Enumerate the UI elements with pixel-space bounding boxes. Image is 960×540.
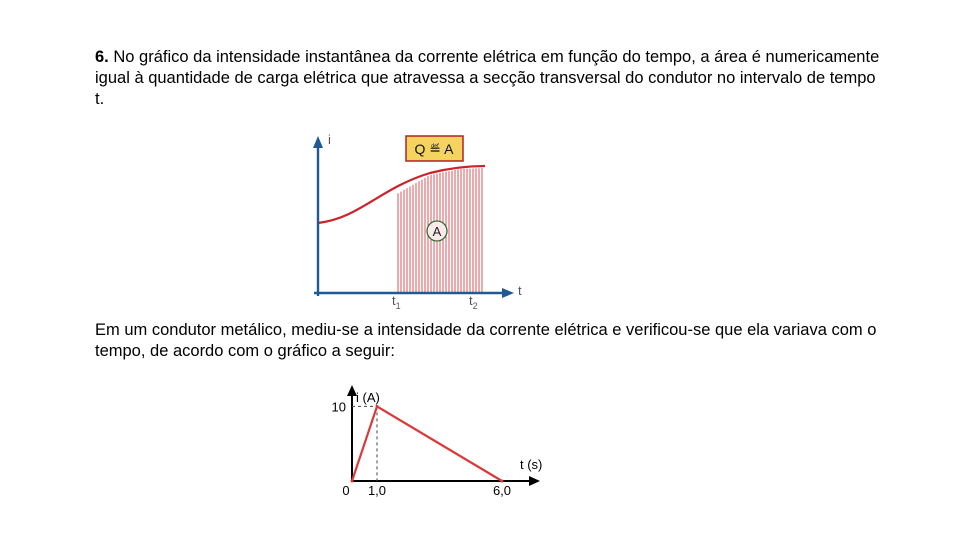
formula-text: Q ≝ A (414, 141, 454, 157)
current-curve (318, 166, 485, 223)
x-tick-label: 6,0 (492, 483, 512, 498)
chart-y-axis-label: i (A) (356, 390, 380, 405)
x-tick-label: 1,0 (367, 483, 387, 498)
x-axis-arrow (502, 288, 514, 298)
data-point (376, 405, 379, 408)
chart-x-axis-label: t (s) (520, 457, 543, 472)
t1-label: $t_1$ (392, 293, 401, 310)
y-axis-arrow (313, 136, 323, 148)
area-label: A (432, 224, 442, 239)
x-tick-label: 0 (342, 483, 350, 498)
y-axis-label: i (328, 132, 331, 147)
question-text: No gráfico da intensidade instantânea da corrente elétrica em função do tempo, a área é numericamente igual à quantidade de carga elétrica que atravessa a secção transversal do condutor no intervalo de tempo t. (95, 48, 880, 108)
series-line (352, 406, 502, 481)
chart-x-axis-arrow (529, 476, 540, 486)
t2-label: $t_2$ (469, 293, 478, 310)
chart-marks (332, 399, 512, 498)
area-under-curve-diagram (300, 128, 540, 310)
question-number: 6. (95, 48, 109, 66)
data-point (351, 480, 354, 483)
second-paragraph: Em um condutor metálico, mediu-se a intensidade da corrente elétrica e verificou-se que ela variava com o tempo, de acordo com o gráfico a seguir: (95, 321, 877, 360)
y-tick-label: 10 (331, 399, 346, 415)
question-paragraph (95, 47, 885, 110)
x-axis-label: t (518, 283, 522, 298)
current-time-chart (320, 385, 560, 505)
